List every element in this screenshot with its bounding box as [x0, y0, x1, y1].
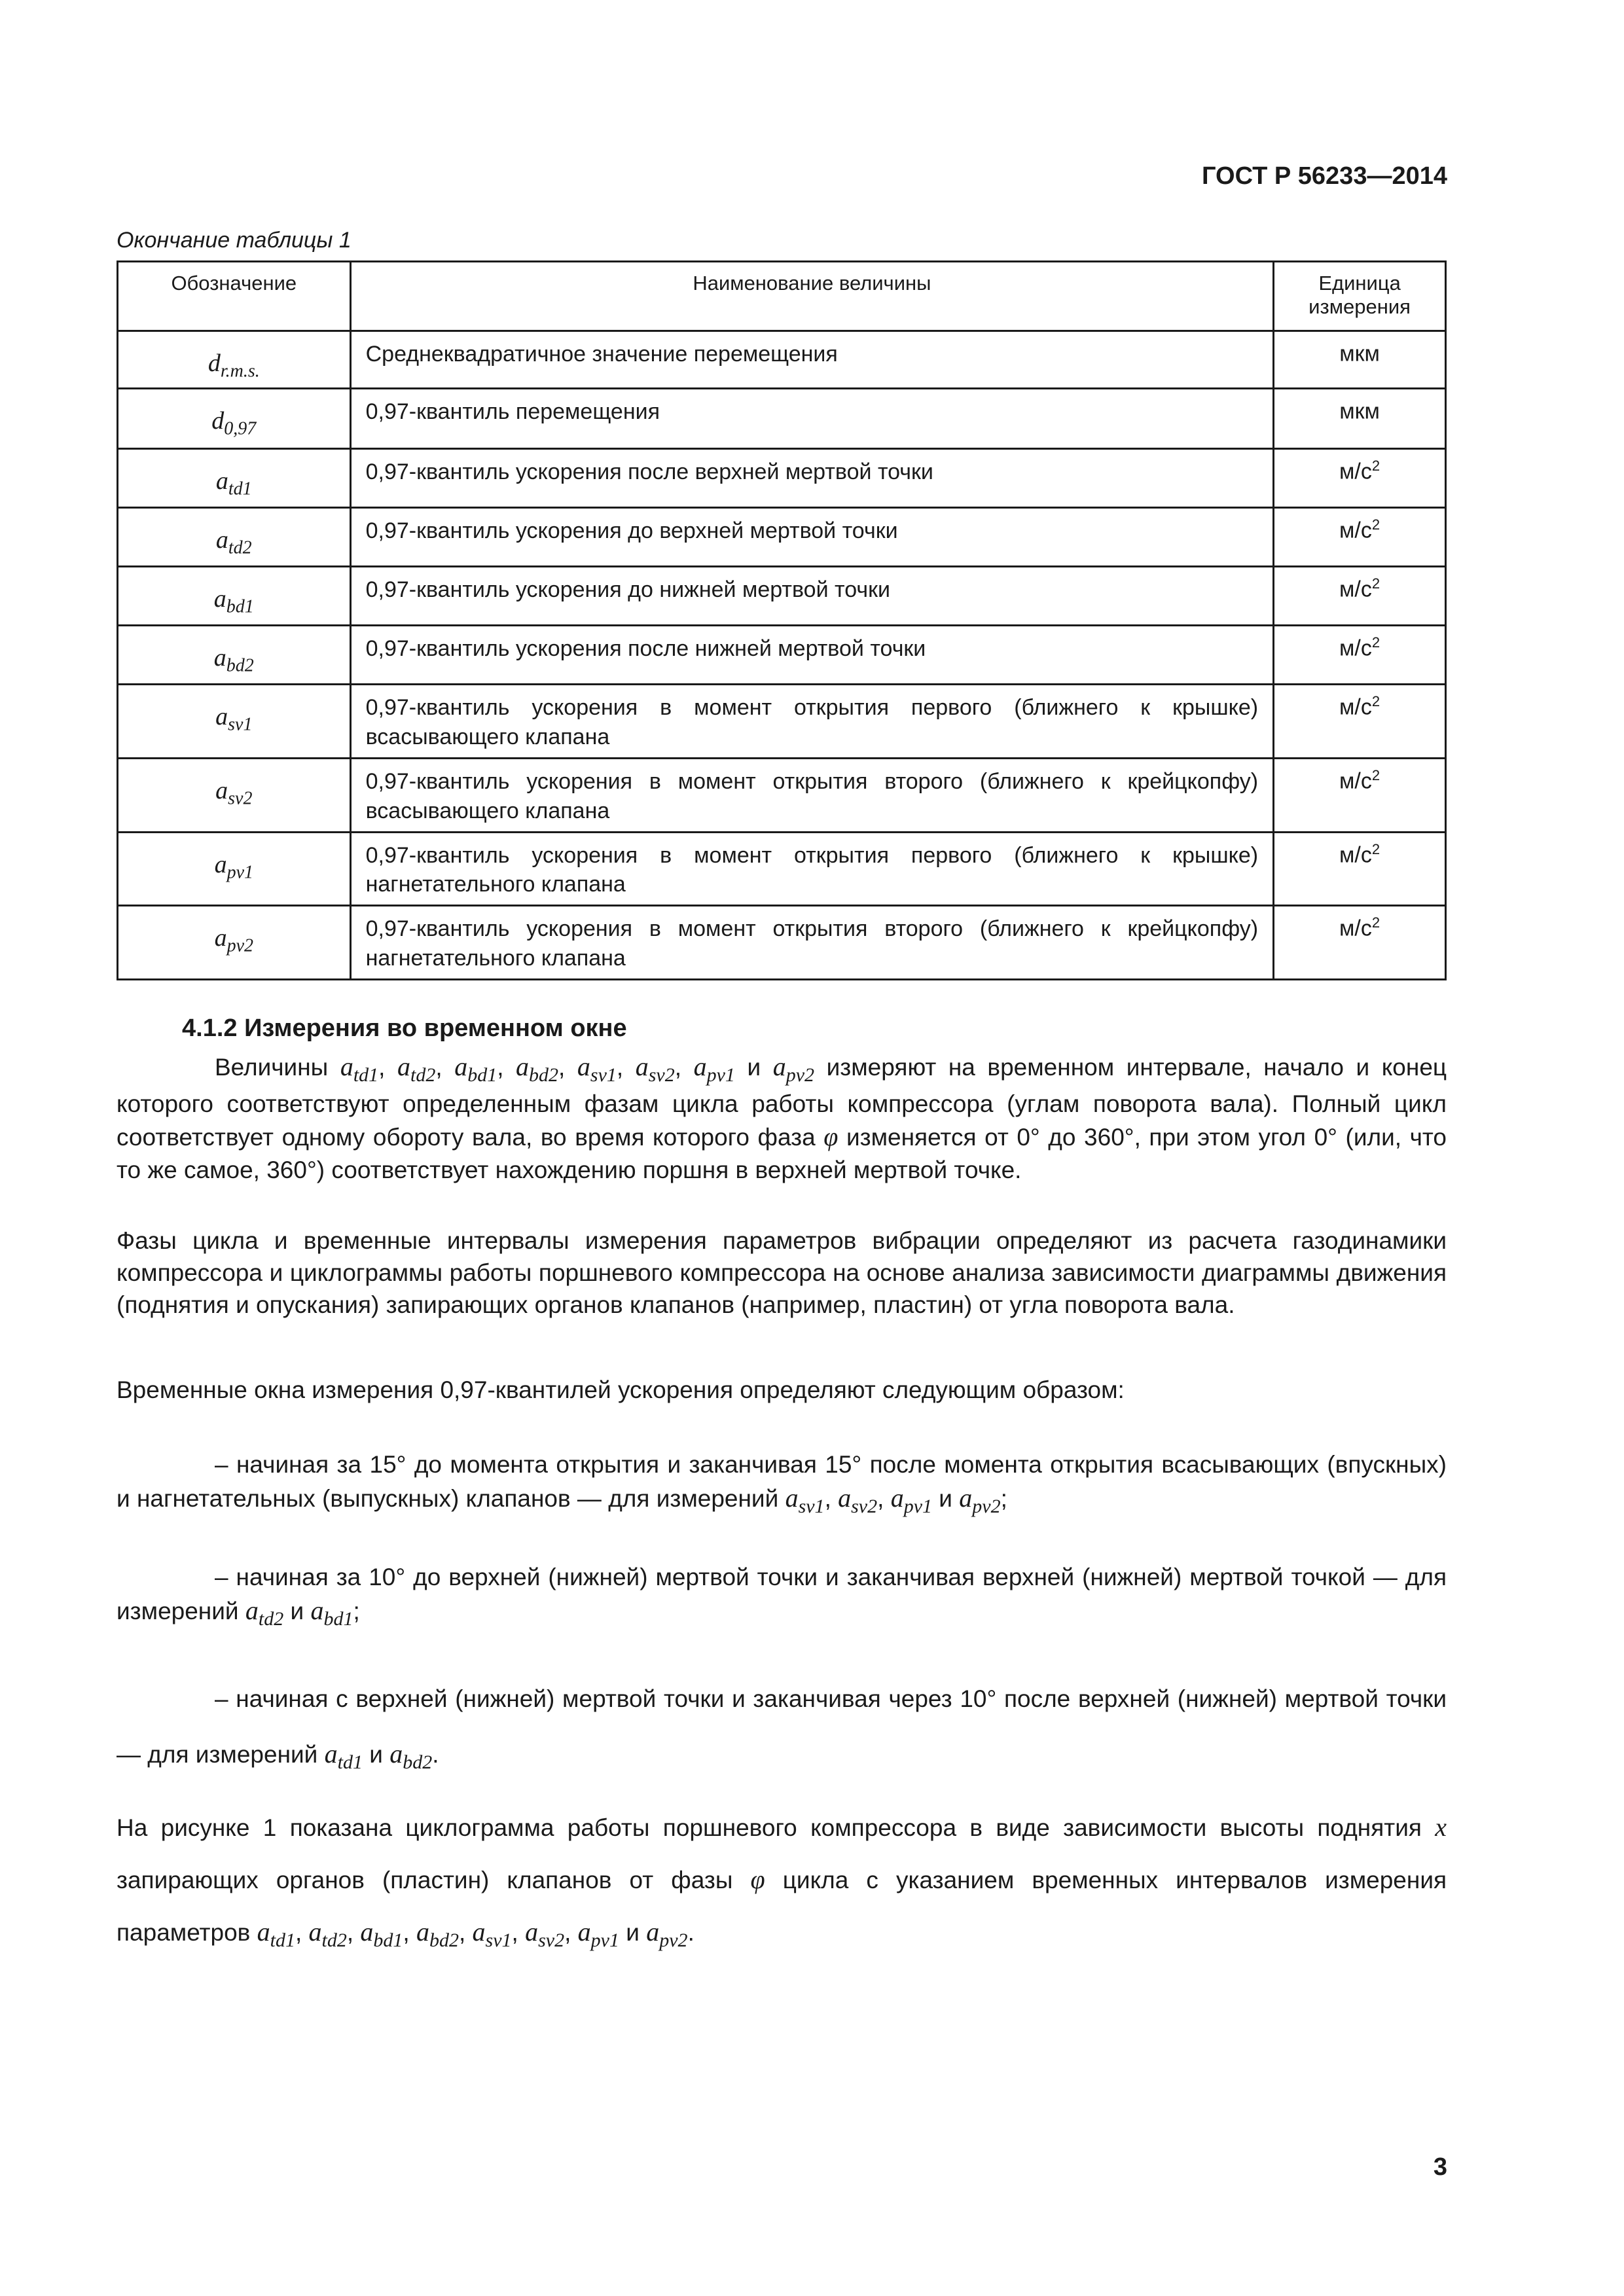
paragraph-phases: Фазы цикла и временные интервалы измерения параметров вибрации определяют из расчета газодинамики компрессора и циклограммы работы поршневого компрессора на основе анализа зависимости диаграммы движения (поднятия и опускания) запирающих органов клапанов (например, пластин) от угла поворота вала. [117, 1227, 1447, 1318]
quantities-table [117, 260, 1447, 980]
list-item-after-dead-point: – начиная с верхней (нижней) мертвой точки и заканчивая через 10° после верхней (нижней) мертвой точки — для измерений $a_{td1}$ и $a_{bd2}$. [117, 1685, 1447, 1774]
symbol-cell: $a_{pv1}$ [118, 832, 351, 906]
name-cell: 0,97-квантиль ускорения до нижней мертвой точки [350, 567, 1274, 626]
paragraph-windows-intro: Временные окна измерения 0,97-квантилей ускорения определяют следующим образом: [117, 1376, 1125, 1403]
list-item-before-dead-point: – начиная за 10° до верхней (нижней) мертвой точки и заканчивая верхней (нижней) мертвой точкой — для измерений $a_{td2}$ и $a_{bd1}$; [117, 1564, 1447, 1630]
unit-cell: $м/с^2$ [1274, 906, 1446, 980]
table-row [118, 567, 1446, 626]
name-cell: 0,97-квантиль ускорения в момент открытия второго (ближнего к крейцкопфу) нагнетательного клапана [350, 906, 1274, 980]
unit-cell: $м/с^2$ [1274, 508, 1446, 567]
table-row [118, 685, 1446, 759]
table-row [118, 331, 1446, 389]
table-caption: Окончание таблицы 1 [117, 228, 352, 253]
unit-cell: $м/с^2$ [1274, 449, 1446, 508]
symbol-cell: $a_{bd2}$ [118, 626, 351, 685]
symbol-cell: $a_{pv2}$ [118, 906, 351, 980]
unit-cell: мкм [1274, 389, 1446, 449]
document-code: ГОСТ Р 56233—2014 [1202, 162, 1447, 190]
symbol-cell: $a_{bd1}$ [118, 567, 351, 626]
column-header-unit: Единица измерения [1274, 262, 1446, 331]
unit-cell: $м/с^2$ [1274, 626, 1446, 685]
table-row [118, 626, 1446, 685]
symbol-cell: $a_{sv1}$ [118, 685, 351, 759]
symbol-cell: $a_{td2}$ [118, 508, 351, 567]
table-row [118, 389, 1446, 449]
table-row [118, 449, 1446, 508]
text-fragment: изменяется от 0° до 360°, при этом угол 0° (или, что то же самое, 360°) соответствует нахождению поршня в верхней мертвой точке. [117, 1124, 1447, 1184]
symbol-cell: $d_{0,97}$ [118, 389, 351, 449]
unit-cell: $м/с^2$ [1274, 567, 1446, 626]
list-item-intake-discharge: – начиная за 15° до момента открытия и заканчивая 15° после момента открытия всасывающих (впускных) и нагнетательных (выпускных) клапанов — для измерений $a_{sv1}$, $a_{sv2}$, $a_{pv1}$ и $a_{pv2}$; [117, 1451, 1447, 1517]
name-cell: 0,97-квантиль ускорения в момент открытия второго (ближнего к крейцкопфу) всасывающего клапана [350, 758, 1274, 832]
unit-cell: $м/с^2$ [1274, 758, 1446, 832]
symbol-cell: $a_{td1}$ [118, 449, 351, 508]
paragraph-figure-reference: На рисунке 1 показана циклограмма работы поршневого компрессора в виде зависимости высоты поднятия x запирающих органов (пластин) клапанов от фазы φ цикла с указанием временных интервалов измерения параметров $a_{td1}$, $a_{td2}$, $a_{bd1}$, $a_{bd2}$, $a_{sv1}$, $a_{sv2}$, $a_{pv1}$ и $a_{pv2}$. [117, 1812, 1447, 1951]
section-heading: 4.1.2 Измерения во временном окне [182, 1014, 627, 1042]
phi-symbol: φ [823, 1122, 839, 1152]
name-cell: Среднеквадратичное значение перемещения [350, 331, 1274, 389]
table-body [118, 331, 1446, 980]
name-cell: 0,97-квантиль ускорения после верхней мертвой точки [350, 449, 1274, 508]
table-row [118, 508, 1446, 567]
name-cell: 0,97-квантиль ускорения в момент открытия первого (ближнего к крышке) нагнетательного клапана [350, 832, 1274, 906]
table-row [118, 906, 1446, 980]
table-row [118, 758, 1446, 832]
text-fragment: измеряют на временном интервале, начало и конец которого соответствуют определенным фазам цикла работы компрессора (углам поворота вала). Полный цикл соответствует одному обороту вала, во время которого фаза [117, 1054, 1447, 1151]
symbol-cell: $d_{r.m.s.}$ [118, 331, 351, 389]
unit-cell: мкм [1274, 331, 1446, 389]
symbol-cell: $a_{sv2}$ [118, 758, 351, 832]
name-cell: 0,97-квантиль ускорения до верхней мертвой точки [350, 508, 1274, 567]
unit-cell: $м/с^2$ [1274, 832, 1446, 906]
text-fragment: Величины [215, 1054, 329, 1081]
page-number: 3 [1433, 2153, 1447, 2181]
table-header-row [118, 262, 1446, 331]
name-cell: 0,97-квантиль ускорения в момент открытия первого (ближнего к крышке) всасывающего клапана [350, 685, 1274, 759]
unit-cell: $м/с^2$ [1274, 685, 1446, 759]
paragraph-measurement-window: Величины $a_{td1}$, $a_{td2}$, $a_{bd1}$, $a_{bd2}$, $a_{sv1}$, $a_{sv2}$, $a_{pv1}$ и $a_{pv2}$ измеряют на временном интервале, начало и конец которого соответствуют определенным фазам цикла работы компрессора (углам поворота вала). Полный цикл соответствует одному обороту вала, во время которого фаза φ изменяется от 0° до 360°, при этом угол 0° (или, что то же самое, 360°) соответствует нахождению поршня в верхней мертвой точке. [117, 1052, 1447, 1184]
name-cell: 0,97-квантиль ускорения после нижней мертвой точки [350, 626, 1274, 685]
column-header-name: Наименование величины [350, 262, 1274, 331]
name-cell: 0,97-квантиль перемещения [350, 389, 1274, 449]
column-header-symbol: Обозначение [118, 262, 351, 331]
table-row [118, 832, 1446, 906]
